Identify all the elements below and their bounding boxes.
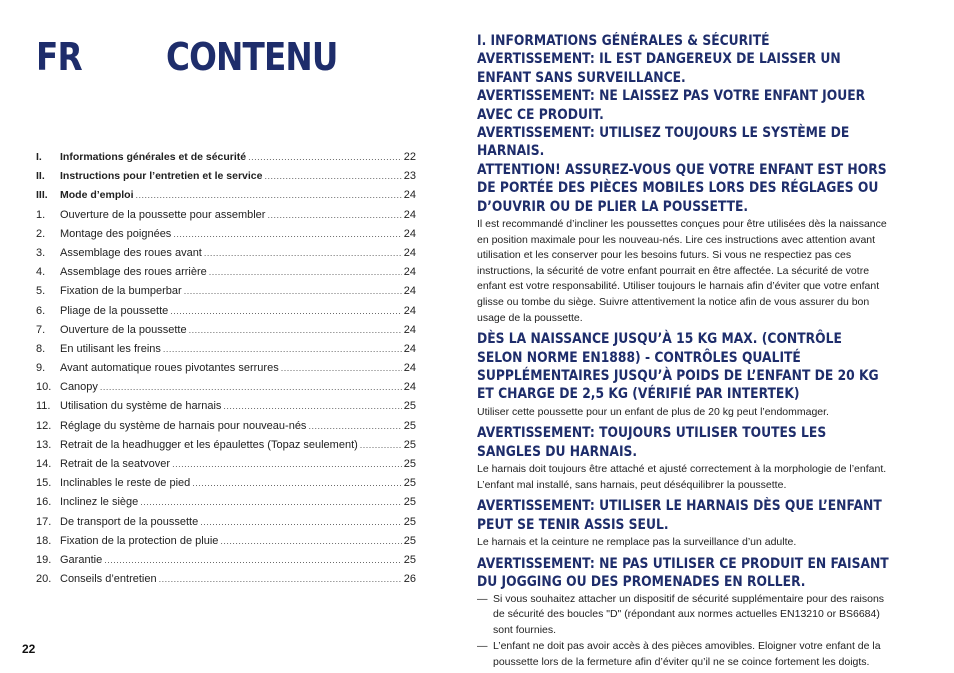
toc-number: 6. [36, 304, 46, 317]
toc-leader-dots [163, 340, 402, 359]
toc-page-number: 25 [403, 553, 416, 566]
toc-row[interactable] [36, 206, 416, 225]
toc-leader-dots [184, 282, 402, 301]
toc-number: III. [36, 189, 48, 202]
toc-page-number: 25 [403, 477, 416, 490]
toc-row[interactable] [36, 244, 416, 263]
toc-leader-dots [281, 359, 402, 378]
toc-row[interactable] [36, 282, 416, 301]
page-number: 22 [22, 642, 36, 656]
harness-sitting-heading: AVERTISSEMENT: UTILISER LE HARNAIS DÈS QUE L’ENFANT PEUT SE TENIR ASSIS SEUL. [477, 498, 882, 533]
toc-leader-dots [200, 513, 402, 532]
toc-row[interactable] [36, 302, 416, 321]
toc-label: Montage des poignées [60, 227, 172, 240]
toc-leader-dots [159, 570, 402, 589]
toc-row[interactable] [36, 455, 416, 474]
toc-page-number: 24 [403, 304, 416, 317]
toc-label: Informations générales et de sécurité [60, 151, 247, 163]
toc-number: 19. [36, 553, 52, 566]
toc-page-number: 25 [403, 400, 416, 413]
toc-page-number: 24 [403, 208, 416, 221]
toc-leader-dots [223, 397, 401, 416]
toc-page-number: 24 [403, 381, 416, 394]
toc-label: Ouverture de la poussette pour assembler [60, 208, 266, 221]
toc-page-number: 24 [403, 189, 416, 202]
toc-number: 4. [36, 266, 46, 279]
toc-number: 11. [36, 400, 51, 413]
toc-row[interactable] [36, 417, 416, 436]
toc-leader-dots [267, 206, 401, 225]
toc-leader-dots [204, 244, 402, 263]
toc-label: Retrait de la seatvover [60, 458, 171, 470]
toc-row[interactable] [36, 186, 416, 205]
toc-label: Retrait de la headhugger et les épaulettes (Topaz seulement) [60, 438, 358, 451]
toc-page-number: 25 [403, 515, 416, 528]
toc-row[interactable] [36, 551, 416, 570]
toc-number: I. [36, 151, 42, 163]
toc-leader-dots [220, 532, 401, 551]
toc-page-number: 25 [403, 419, 416, 432]
toc-leader-dots [173, 225, 401, 244]
jogging-warning-heading: AVERTISSEMENT: NE PAS UTILISER CE PRODUIT EN FAISANT DU JOGGING OU DES PROMENADES EN ROLLER. [477, 555, 889, 591]
weight-limit-heading: DÈS LA NAISSANCE JUSQU’À 15 KG MAX. (CONTRÔLE SELON NORME EN1888) - CONTRÔLES QUALITÉ SUPPLÉMENTAIRES JUSQU’À POIDS DE L’ENFANT DE 20 KG ET CHARGE DE 2,5 KG (VÉRIFIÉ PAR INTERTEK) [477, 331, 879, 403]
safety-warnings-heading: I. INFORMATIONS GÉNÉRALES & SÉCURITÉ AVERTISSEMENT: IL EST DANGEREUX DE LAISSER UN ENFANT SANS SURVEILLANCE. AVERTISSEMENT: NE LAISSEZ PAS VOTRE ENFANT JOUER AVEC CE PRODUIT. AVERTISSEMENT: UTILISEZ TOUJOURS LE SYSTÈME DE HARNAIS. ATTENTION! ASSUREZ-VOUS QUE VOTRE ENFANT EST HORS DE PORTÉE DES PIÈCES MOBILES LORS DES RÉGLAGES OU D’OUVRIR OU DE PLIER LA POUSSETTE. [477, 33, 887, 215]
page-title: CONTENU [166, 35, 338, 79]
toc-number: 17. [36, 515, 52, 528]
toc-page-number: 23 [403, 170, 416, 183]
toc-row[interactable] [36, 532, 416, 551]
toc-page-number: 24 [403, 362, 416, 375]
bullet-text: Si vous souhaitez attacher un dispositif de sécurité supplémentaire pour des raisons de sécurité des boucles "D" (répondant aux normes actuelles EN13210 or BS6684) sont fournies. [493, 592, 885, 636]
toc-number: 2. [36, 227, 46, 240]
toc-row[interactable] [36, 436, 416, 455]
safety-bullet-list [477, 592, 892, 671]
toc-label: Fixation de la bumperbar [60, 285, 182, 298]
toc-row[interactable] [36, 225, 416, 244]
harness-sitting-paragraph: Le harnais et la ceinture ne remplace pas la surveillance d’un adulte. [477, 536, 797, 549]
toc-leader-dots [209, 263, 402, 282]
toc-leader-dots [264, 167, 401, 186]
toc-leader-dots [192, 474, 402, 493]
toc-leader-dots [170, 302, 402, 321]
toc-row[interactable] [36, 474, 416, 493]
language-code: FR [36, 35, 82, 79]
toc-row[interactable] [36, 378, 416, 397]
list-item [477, 592, 892, 639]
table-of-contents [36, 148, 416, 589]
toc-row[interactable] [36, 148, 416, 167]
toc-label: Avant automatique roues pivotantes serrures [60, 362, 279, 375]
toc-number: 16. [36, 496, 52, 509]
bullet-text: L’enfant ne doit pas avoir accès à des pièces amovibles. Eloigner votre enfant de la poussette lors de la fermeture afin d’éviter qu’il ne se coince fortement les doigts. [493, 640, 881, 669]
toc-page-number: 25 [403, 534, 416, 547]
toc-row[interactable] [36, 570, 416, 589]
toc-label: Fixation de la protection de pluie [60, 534, 219, 547]
toc-number: 8. [36, 342, 46, 355]
toc-number: 15. [36, 477, 52, 490]
toc-leader-dots [172, 455, 402, 474]
toc-page-number: 24 [403, 266, 416, 279]
toc-row[interactable] [36, 397, 416, 416]
toc-number: 1. [36, 208, 46, 221]
toc-page-number: 24 [403, 246, 416, 259]
toc-label: Réglage du système de harnais pour nouveau-nés [60, 419, 307, 432]
harness-straps-heading: AVERTISSEMENT: TOUJOURS UTILISER TOUTES LES SANGLES DU HARNAIS. [477, 425, 827, 460]
toc-label: De transport de la poussette [60, 515, 199, 528]
toc-label: Garantie [60, 553, 103, 566]
toc-label: Instructions pour l’entretien et le service [60, 170, 263, 183]
bullet-dash: — [477, 640, 488, 653]
left-page [0, 0, 440, 673]
toc-label: Mode d’emploi [60, 189, 134, 202]
toc-row[interactable] [36, 167, 416, 186]
toc-label: Pliage de la poussette [60, 304, 169, 317]
toc-number: II. [36, 170, 45, 183]
toc-page-number: 24 [403, 285, 416, 298]
toc-label: Inclinez le siège [60, 496, 139, 509]
toc-page-number: 26 [403, 573, 416, 586]
toc-page-number: 24 [403, 342, 416, 355]
toc-leader-dots [140, 493, 401, 512]
toc-leader-dots [308, 417, 401, 436]
toc-row[interactable] [36, 493, 416, 512]
toc-label: Ouverture de la poussette [60, 323, 187, 336]
toc-row[interactable] [36, 321, 416, 340]
toc-page-number: 25 [403, 496, 416, 509]
toc-leader-dots [104, 551, 402, 570]
list-item [477, 639, 892, 670]
toc-number: 3. [36, 246, 46, 259]
toc-number: 20. [36, 573, 52, 586]
toc-leader-dots [248, 148, 402, 167]
toc-number: 14. [36, 458, 52, 470]
toc-leader-dots [189, 321, 402, 340]
toc-number: 18. [36, 534, 52, 547]
toc-page-number: 22 [403, 151, 416, 163]
toc-leader-dots [136, 186, 402, 205]
safety-intro-paragraph: Il est recommandé d’incliner les poussettes conçues pour être utilisées dès la naissance en position maximale pour les nouveau-nés. Lire ces instructions avec attention avant utilisation et les conserver pour les besoins futurs. Si vous ne respectiez pas ces instructions, la sécurité de votre enfant pourrait en être affectée. La sécurité de votre enfant est votre responsabilité. Utiliser toujours le harnais afin d’éviter que votre enfant glisse ou tombe du siège. Suivre attentivement la notice afin de vous assurer du bon usage de la poussette. [477, 218, 887, 324]
toc-page-number: 25 [403, 438, 416, 451]
toc-row[interactable] [36, 340, 416, 359]
toc-label: Inclinables le reste de pied [60, 477, 191, 490]
toc-page-number: 25 [403, 458, 416, 470]
harness-straps-paragraph: Le harnais doit toujours être attaché et ajusté correctement à la morphologie de l’enfant. L’enfant mal installé, sans harnais, peut déséquilibrer la poussette. [477, 463, 887, 491]
toc-page-number: 24 [403, 323, 416, 336]
right-page [477, 32, 892, 672]
toc-number: 9. [36, 362, 46, 375]
toc-label: En utilisant les freins [60, 342, 161, 355]
toc-label: Conseils d’entretien [60, 573, 157, 586]
toc-row[interactable] [36, 513, 416, 532]
toc-number: 13. [36, 438, 52, 451]
toc-row[interactable] [36, 359, 416, 378]
weight-limit-paragraph: Utiliser cette poussette pour un enfant de plus de 20 kg peut l’endommager. [477, 405, 829, 418]
toc-number: 7. [36, 323, 46, 336]
toc-label: Utilisation du système de harnais [60, 400, 222, 413]
toc-leader-dots [100, 378, 402, 397]
bullet-dash: — [477, 592, 488, 605]
toc-page-number: 24 [403, 227, 416, 240]
toc-label: Assemblage des roues avant [60, 246, 202, 259]
toc-leader-dots [360, 436, 402, 455]
toc-label: Canopy [60, 381, 98, 394]
toc-number: 12. [36, 419, 52, 432]
toc-number: 5. [36, 285, 46, 298]
toc-number: 10. [36, 381, 52, 394]
toc-label: Assemblage des roues arrière [60, 266, 207, 279]
toc-row[interactable] [36, 263, 416, 282]
